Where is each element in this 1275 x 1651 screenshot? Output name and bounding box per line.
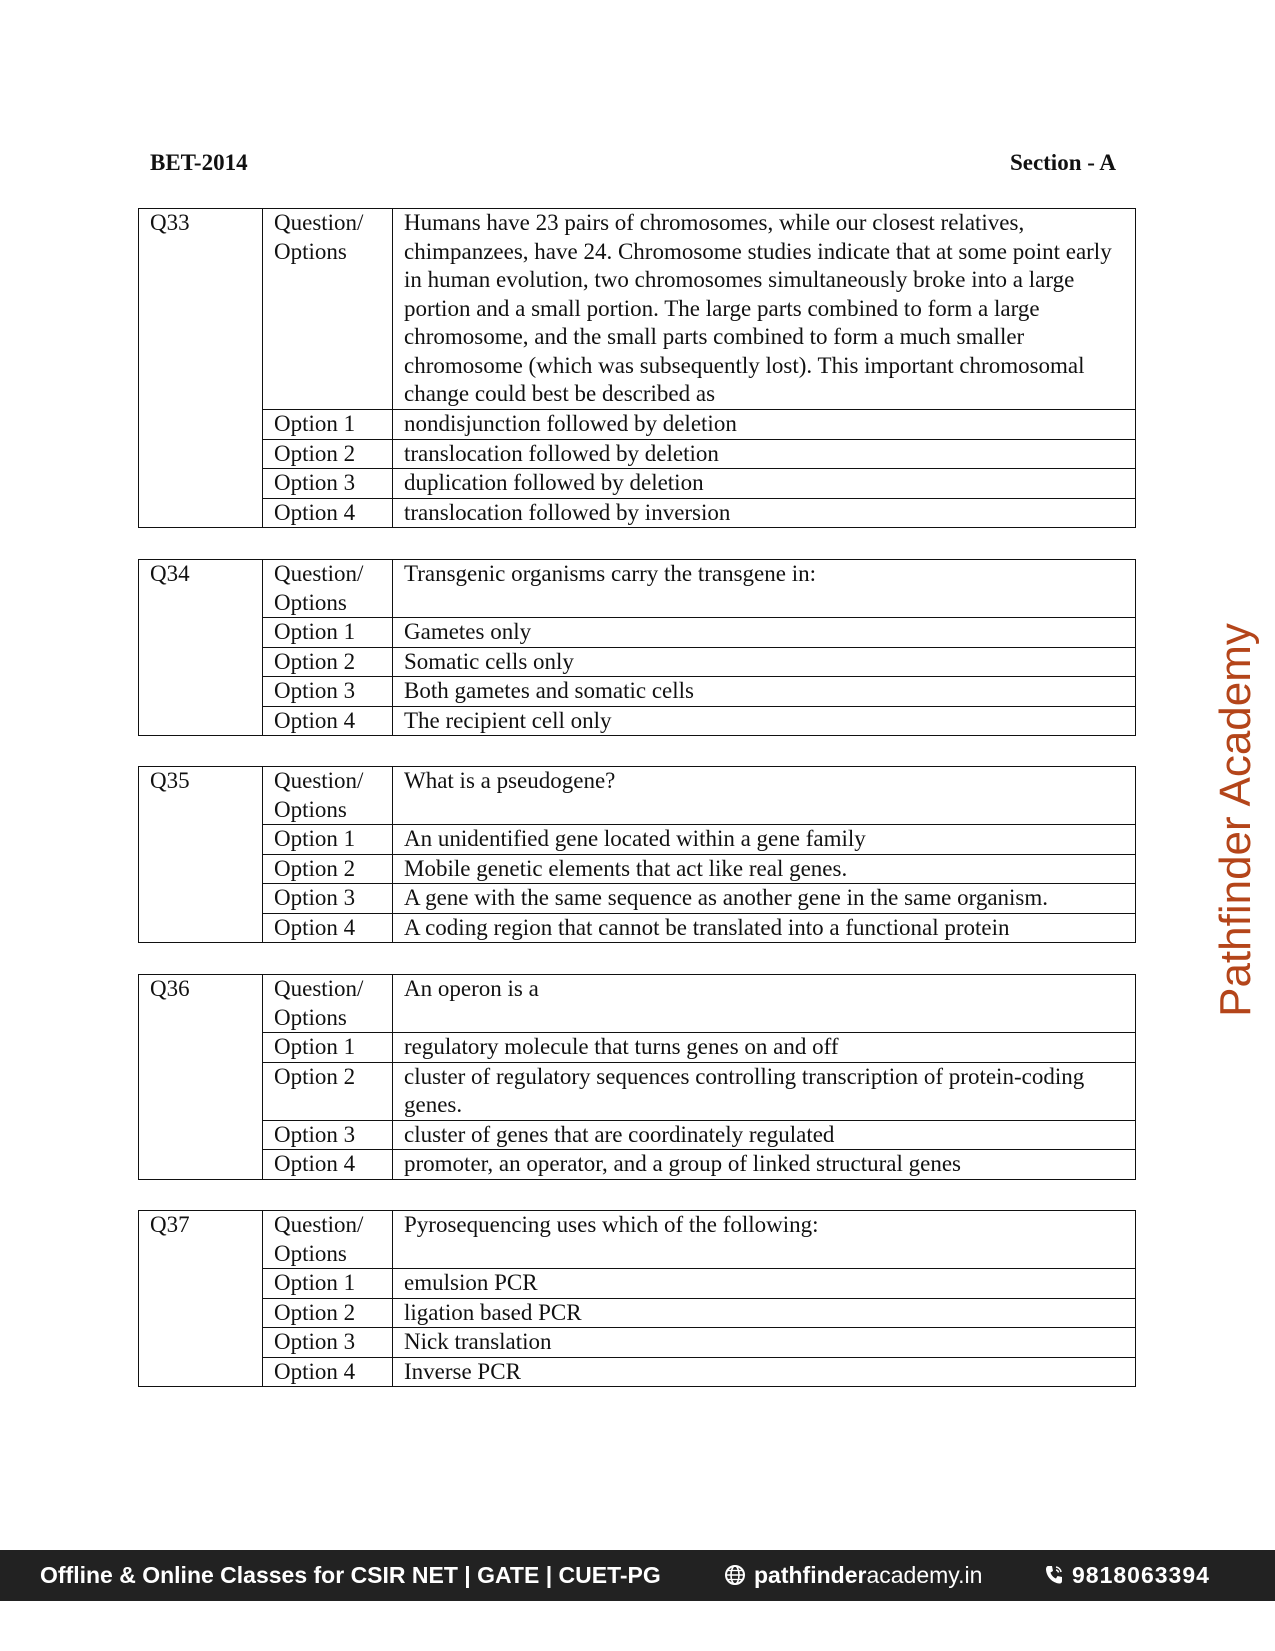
option-text: translocation followed by inversion (393, 498, 1136, 528)
question-id: Q34 (139, 560, 263, 736)
question-table-q37 (138, 1210, 1136, 1387)
option-text: Somatic cells only (393, 647, 1136, 677)
option-text: cluster of regulatory sequences controlling transcription of protein-coding genes. (393, 1062, 1136, 1120)
option-text: Mobile genetic elements that act like real genes. (393, 854, 1136, 884)
option-label: Option 2 (263, 439, 393, 469)
question-id: Q37 (139, 1211, 263, 1387)
option-label: Option 4 (263, 1357, 393, 1387)
option-text: ligation based PCR (393, 1298, 1136, 1328)
option-text: Inverse PCR (393, 1357, 1136, 1387)
option-label: Option 1 (263, 410, 393, 440)
option-text: An unidentified gene located within a gene family (393, 825, 1136, 855)
option-label: Option 2 (263, 1062, 393, 1120)
option-label: Option 3 (263, 1328, 393, 1358)
exam-title: BET-2014 (150, 150, 248, 175)
option-text: cluster of genes that are coordinately regulated (393, 1120, 1136, 1150)
question-text: Humans have 23 pairs of chromosomes, while our closest relatives, chimpanzees, have 24. Chromosome studies indicate that at some point early in human evolution, two chromosomes simultaneously broke into a large portion and a small portion. The large parts combined to form a large chromosome, and the small parts combined to form a much smaller chromosome (which was subsequently lost). This important chromosomal change could best be described as (393, 209, 1136, 410)
question-id: Q35 (139, 767, 263, 943)
option-text: emulsion PCR (393, 1269, 1136, 1299)
option-label: Option 4 (263, 498, 393, 528)
question-text: Pyrosequencing uses which of the following: (393, 1211, 1136, 1269)
question-text: What is a pseudogene? (393, 767, 1136, 825)
question-table-q35 (138, 766, 1136, 943)
footer-classes: Offline & Online Classes for CSIR NET | GATE | CUET-PG (40, 1562, 661, 1588)
question-label: Question/ Options (263, 560, 393, 618)
option-text: promoter, an operator, and a group of linked structural genes (393, 1150, 1136, 1180)
footer-bar (0, 1550, 1275, 1601)
option-label: Option 4 (263, 1150, 393, 1180)
option-label: Option 1 (263, 1269, 393, 1299)
option-text: The recipient cell only (393, 706, 1136, 736)
question-table-q36 (138, 974, 1136, 1180)
question-label: Question/ Options (263, 975, 393, 1033)
option-text: A gene with the same sequence as another gene in the same organism. (393, 884, 1136, 914)
option-text: Nick translation (393, 1328, 1136, 1358)
website-bold: pathfinder (754, 1562, 867, 1588)
option-label: Option 3 (263, 469, 393, 499)
option-text: duplication followed by deletion (393, 469, 1136, 499)
option-label: Option 2 (263, 854, 393, 884)
option-text: regulatory molecule that turns genes on and off (393, 1033, 1136, 1063)
option-label: Option 1 (263, 618, 393, 648)
question-text: Transgenic organisms carry the transgene in: (393, 560, 1136, 618)
section-label: Section - A (1009, 150, 1116, 175)
option-label: Option 4 (263, 913, 393, 943)
question-label: Question/ Options (263, 767, 393, 825)
option-label: Option 3 (263, 1120, 393, 1150)
option-text: Both gametes and somatic cells (393, 677, 1136, 707)
option-text: Gametes only (393, 618, 1136, 648)
option-label: Option 1 (263, 825, 393, 855)
phone-number: 9818063394 (1072, 1562, 1210, 1588)
footer-phone[interactable] (1044, 1562, 1210, 1592)
question-id: Q33 (139, 209, 263, 528)
question-table-q33 (138, 208, 1136, 528)
option-text: A coding region that cannot be translated into a functional protein (393, 913, 1136, 943)
phone-icon (1044, 1564, 1064, 1592)
option-label: Option 3 (263, 677, 393, 707)
watermark-text: Pathfinder Academy (1211, 623, 1260, 1017)
question-id: Q36 (139, 975, 263, 1180)
question-label: Question/ Options (263, 1211, 393, 1269)
option-label: Option 2 (263, 647, 393, 677)
question-table-q34 (138, 559, 1136, 736)
option-label: Option 4 (263, 706, 393, 736)
option-label: Option 2 (263, 1298, 393, 1328)
option-label: Option 1 (263, 1033, 393, 1063)
website-rest: academy.in (866, 1562, 983, 1588)
option-label: Option 3 (263, 884, 393, 914)
question-text: An operon is a (393, 975, 1136, 1033)
question-label: Question/ Options (263, 209, 393, 410)
footer-website[interactable] (724, 1562, 982, 1592)
globe-icon (724, 1564, 746, 1592)
option-text: translocation followed by deletion (393, 439, 1136, 469)
option-text: nondisjunction followed by deletion (393, 410, 1136, 440)
